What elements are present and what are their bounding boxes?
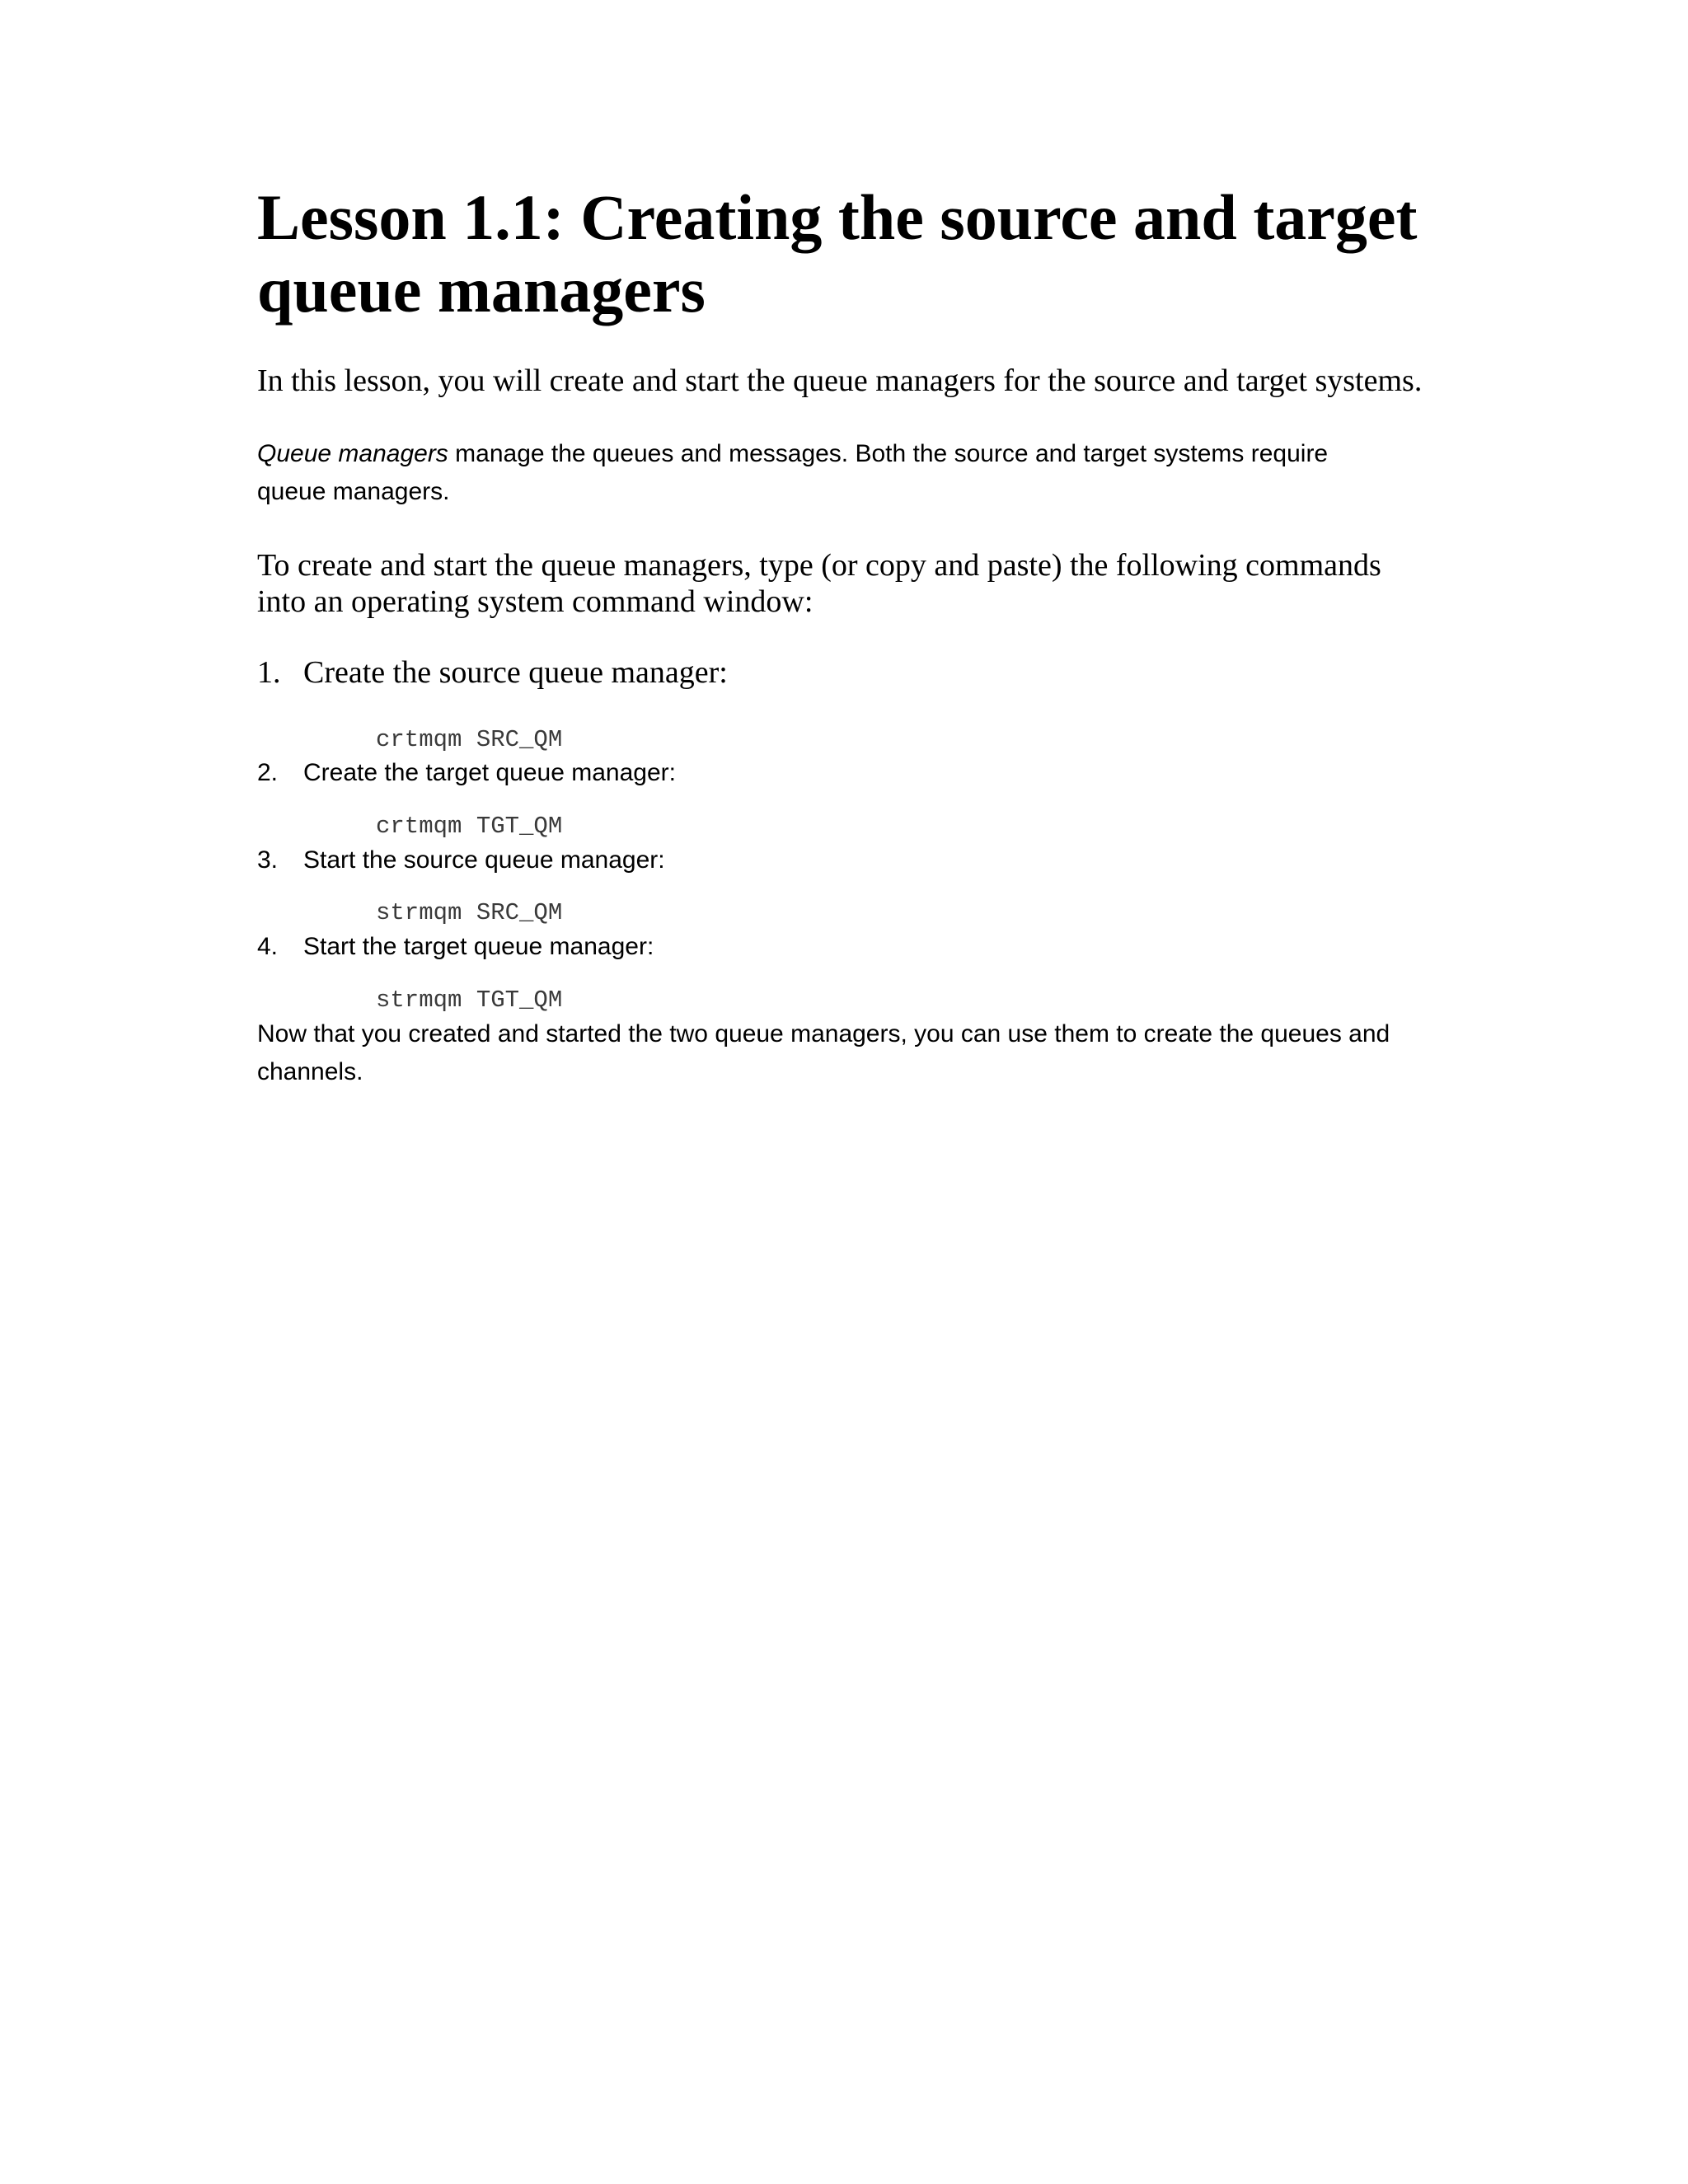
step-number: 2. [257,759,279,786]
step-text: Start the source queue manager: [303,846,665,874]
command-line: crtmqm TGT_QM [376,813,563,840]
queue-managers-definition [257,435,1395,511]
step-number: 1. [257,655,281,690]
step-text: Start the target queue manager: [303,933,654,960]
command-line: strmqm SRC_QM [376,899,563,926]
step-number: 3. [257,846,279,874]
command-line: crtmqm SRC_QM [376,726,563,753]
lesson-title: Lesson 1.1: Creating the source and target queue managers [257,181,1418,326]
commands-intro: To create and start the queue managers, type (or copy and paste) the following commands into an operating system command window: [257,548,1381,619]
step-text: Create the target queue manager: [303,759,676,786]
lesson-intro: In this lesson, you will create and start the queue managers for the source and target systems. [257,363,1423,398]
lesson-conclusion: Now that you created and started the two queue managers, you can use them to create the queues and channels. [257,1020,1390,1085]
step-text: Create the source queue manager: [303,655,728,690]
queue-managers-description: manage the queues and messages. Both the source and target systems require queue managers. [257,440,1329,505]
step-number: 4. [257,933,279,960]
queue-managers-term: Queue managers [257,440,448,467]
command-line: strmqm TGT_QM [376,987,563,1014]
